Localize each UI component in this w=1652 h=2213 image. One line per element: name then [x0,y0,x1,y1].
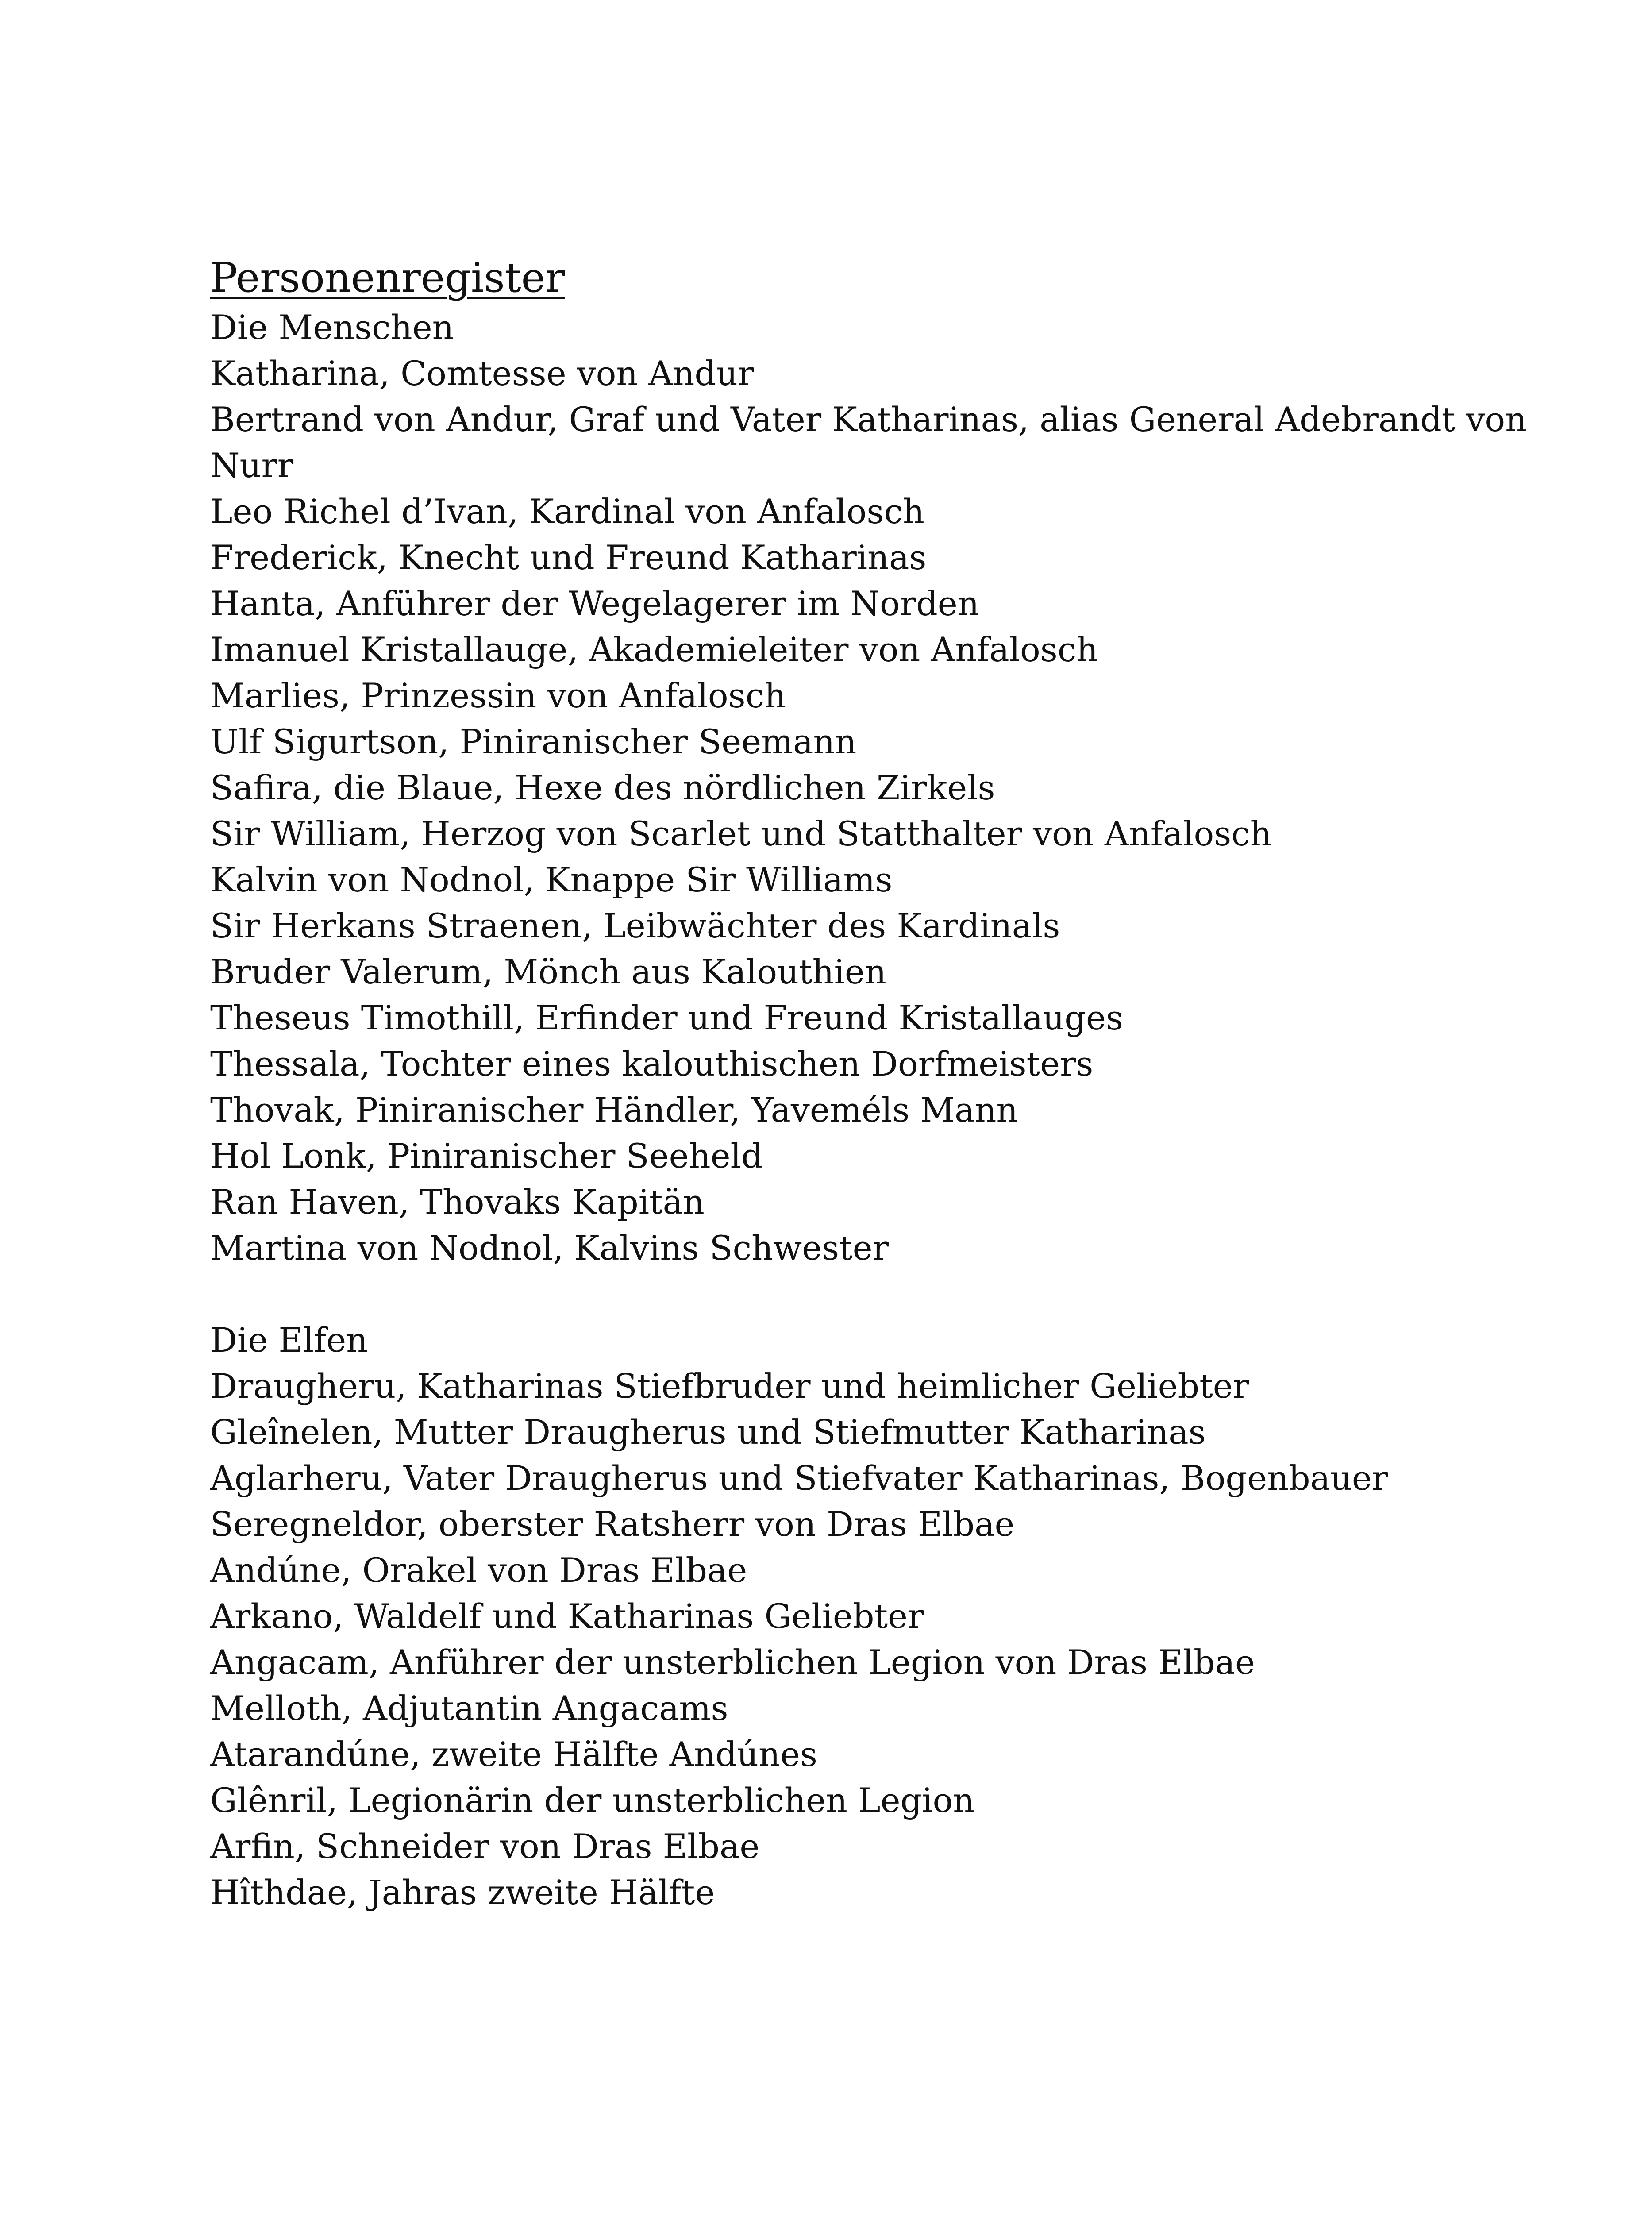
register-entry: Martina von Nodnol, Kalvins Schwester [210,1228,889,1268]
document-body [210,251,1582,1916]
register-entry: Marlies, Prinzessin von Anfalosch [210,676,786,715]
register-entry: Thovak, Piniranischer Händler, Yaveméls Mann [210,1090,1018,1130]
register-entry: Ran Haven, Thovaks Kapitän [210,1182,705,1222]
register-entry: Aglarheru, Vater Draugherus und Stiefvater Katharinas, Bogenbauer [210,1458,1388,1498]
register-entry: Katharina, Comtesse von Andur [210,354,754,393]
register-entry: Hîthdae, Jahras zweite Hälfte [210,1873,715,1912]
register-entry: Frederick, Knecht und Freund Katharinas [210,538,927,577]
register-entry: Arfin, Schneider von Dras Elbae [210,1827,760,1866]
page-title: Personenregister [210,254,565,301]
group-menschen [210,305,1582,1271]
group-spacer [210,1271,1582,1317]
register-entry: Thessala, Tochter eines kalouthischen Dorfmeisters [210,1044,1094,1083]
register-entry: Seregneldor, oberster Ratsherr von Dras Elbae [210,1504,1015,1544]
register-entry: Leo Richel d’Ivan, Kardinal von Anfalosch [210,492,924,531]
register-entry: Hanta, Anführer der Wegelagerer im Norden [210,584,979,623]
register-entry: Sir Herkans Straenen, Leibwächter des Kardinals [210,906,1060,945]
register-entry: Safira, die Blaue, Hexe des nördlichen Zirkels [210,768,995,807]
register-entry: Bertrand von Andur, Graf und Vater Katharinas, alias General Adebrandt von Nurr [210,400,1527,485]
group-elfen [210,1317,1582,1916]
register-entry: Ulf Sigurtson, Piniranischer Seemann [210,722,857,761]
register-entry: Imanuel Kristallauge, Akademieleiter von Anfalosch [210,630,1098,669]
register-entry: Sir William, Herzog von Scarlet und Statthalter von Anfalosch [210,814,1272,853]
register-entry: Atarandúne, zweite Hälfte Andúnes [210,1735,817,1774]
group-heading-menschen: Die Menschen [210,308,454,347]
register-entry: Gleînelen, Mutter Draugherus und Stiefmutter Katharinas [210,1412,1206,1452]
register-entry: Andúne, Orakel von Dras Elbae [210,1550,747,1590]
register-entry: Angacam, Anführer der unsterblichen Legion von Dras Elbae [210,1642,1255,1682]
register-entry: Arkano, Waldelf und Katharinas Geliebter [210,1596,924,1636]
register-entry: Theseus Timothill, Erfinder und Freund Kristallauges [210,998,1124,1037]
register-entry: Kalvin von Nodnol, Knappe Sir Williams [210,860,893,899]
register-entry: Glênril, Legionärin der unsterblichen Legion [210,1781,975,1820]
entry-list-menschen [210,351,1582,1271]
group-heading-elfen: Die Elfen [210,1320,368,1360]
register-entry: Hol Lonk, Piniranischer Seeheld [210,1136,763,1176]
register-entry: Melloth, Adjutantin Angacams [210,1689,728,1728]
register-entry: Draugheru, Katharinas Stiefbruder und heimlicher Geliebter [210,1366,1249,1406]
entry-list-elfen [210,1363,1582,1916]
register-entry: Bruder Valerum, Mönch aus Kalouthien [210,952,886,991]
